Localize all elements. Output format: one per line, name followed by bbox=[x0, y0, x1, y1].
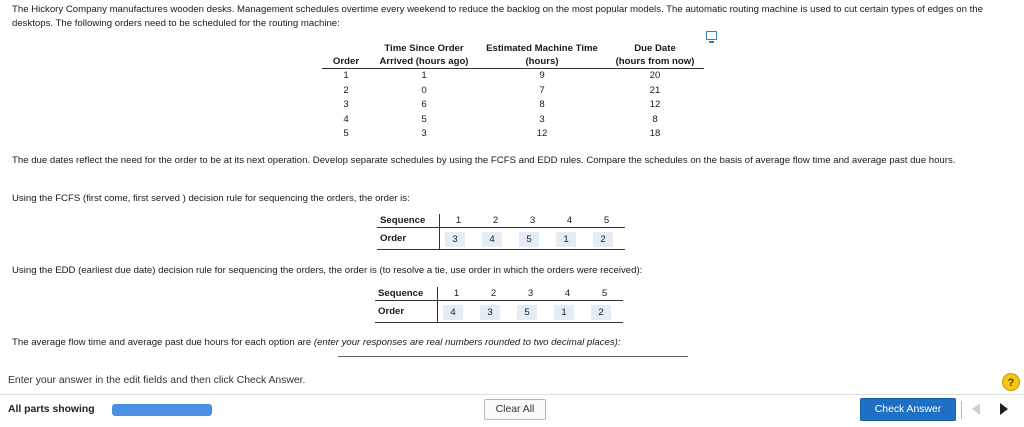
edd-sequence-table bbox=[375, 287, 623, 323]
header-time-since-order: Time Since Order Arrived (hours ago) bbox=[370, 43, 478, 69]
edd-sequence-label: Sequence bbox=[375, 287, 438, 301]
header-machine-time: Estimated Machine Time (hours) bbox=[478, 43, 606, 69]
due-dates-instructions: The due dates reflect the need for the order to be at its next operation. Develop separate schedules by using the FCFS and EDD rules. Compare the schedules on the basis of average flow time and average past due hours. bbox=[12, 155, 956, 166]
edd-position-1: 1 bbox=[438, 287, 476, 301]
edd-answer-5[interactable]: 2 bbox=[591, 305, 611, 320]
next-arrow-icon[interactable] bbox=[1000, 403, 1008, 415]
fcfs-answer-5[interactable]: 2 bbox=[593, 232, 613, 247]
answer-rule bbox=[338, 356, 688, 357]
all-parts-label: All parts showing bbox=[8, 404, 95, 415]
progress-bar-fill bbox=[112, 404, 212, 416]
orders-table-header bbox=[322, 43, 704, 69]
check-answer-button[interactable]: Check Answer bbox=[860, 398, 956, 421]
previous-arrow-icon[interactable] bbox=[972, 403, 980, 415]
table-row: 2 0 7 21 bbox=[343, 84, 661, 96]
fcfs-position-1: 1 bbox=[440, 214, 478, 228]
header-order: Order bbox=[322, 43, 370, 69]
problem-intro: The Hickory Company manufactures wooden desks. Management schedules overtime every weekend to reduce the backlog on the most popular models. The automatic routing machine is used to cut certain types of edges on the desktops. The following orders need to be scheduled for the routing machine: bbox=[12, 4, 983, 29]
edd-answer-3[interactable]: 5 bbox=[517, 305, 537, 320]
expand-table-icon[interactable] bbox=[706, 31, 717, 40]
header-due-date: Due Date (hours from now) bbox=[606, 43, 704, 69]
edd-answer-2[interactable]: 3 bbox=[480, 305, 500, 320]
fcfs-position-3: 3 bbox=[514, 214, 551, 228]
edd-position-5: 5 bbox=[586, 287, 623, 301]
fcfs-position-2: 2 bbox=[477, 214, 514, 228]
average-prompt-hint: (enter your responses are real numbers rounded to two decimal places): bbox=[313, 337, 621, 348]
orders-table bbox=[322, 43, 704, 142]
table-row: 1 1 9 20 bbox=[343, 70, 661, 81]
table-row: 4 5 3 8 bbox=[343, 113, 658, 125]
nav-divider bbox=[961, 401, 962, 419]
fcfs-sequence-table bbox=[377, 214, 625, 250]
fcfs-sequence-label: Sequence bbox=[377, 214, 440, 228]
average-prompt bbox=[12, 336, 1012, 349]
fcfs-prompt: Using the FCFS (first come, first served ) decision rule for sequencing the orders, the order is: bbox=[12, 193, 410, 204]
edd-answer-1[interactable]: 4 bbox=[443, 305, 463, 320]
edd-position-4: 4 bbox=[549, 287, 586, 301]
fcfs-position-5: 5 bbox=[588, 214, 625, 228]
table-row: 5 3 12 18 bbox=[343, 128, 661, 139]
edd-answer-4[interactable]: 1 bbox=[554, 305, 574, 320]
fcfs-answer-4[interactable]: 1 bbox=[556, 232, 576, 247]
table-row: 3 6 8 12 bbox=[343, 99, 661, 110]
edd-position-3: 3 bbox=[512, 287, 549, 301]
edd-position-2: 2 bbox=[475, 287, 512, 301]
average-prompt-text: The average flow time and average past due hours for each option are bbox=[12, 337, 314, 348]
fcfs-answer-3[interactable]: 5 bbox=[519, 232, 539, 247]
help-icon[interactable]: ? bbox=[1002, 373, 1020, 391]
fcfs-answer-1[interactable]: 3 bbox=[445, 232, 465, 247]
edd-prompt: Using the EDD (earliest due date) decision rule for sequencing the orders, the order is (to resolve a tie, use order in which the orders were received): bbox=[12, 265, 643, 276]
enter-answer-instructions: Enter your answer in the edit fields and then click Check Answer. bbox=[8, 375, 306, 386]
fcfs-answer-2[interactable]: 4 bbox=[482, 232, 502, 247]
fcfs-position-4: 4 bbox=[551, 214, 588, 228]
progress-bar bbox=[112, 404, 212, 416]
edd-order-label: Order bbox=[375, 301, 438, 323]
footer-divider bbox=[0, 394, 1024, 395]
fcfs-order-label: Order bbox=[377, 228, 440, 250]
clear-all-button[interactable]: Clear All bbox=[484, 399, 546, 420]
